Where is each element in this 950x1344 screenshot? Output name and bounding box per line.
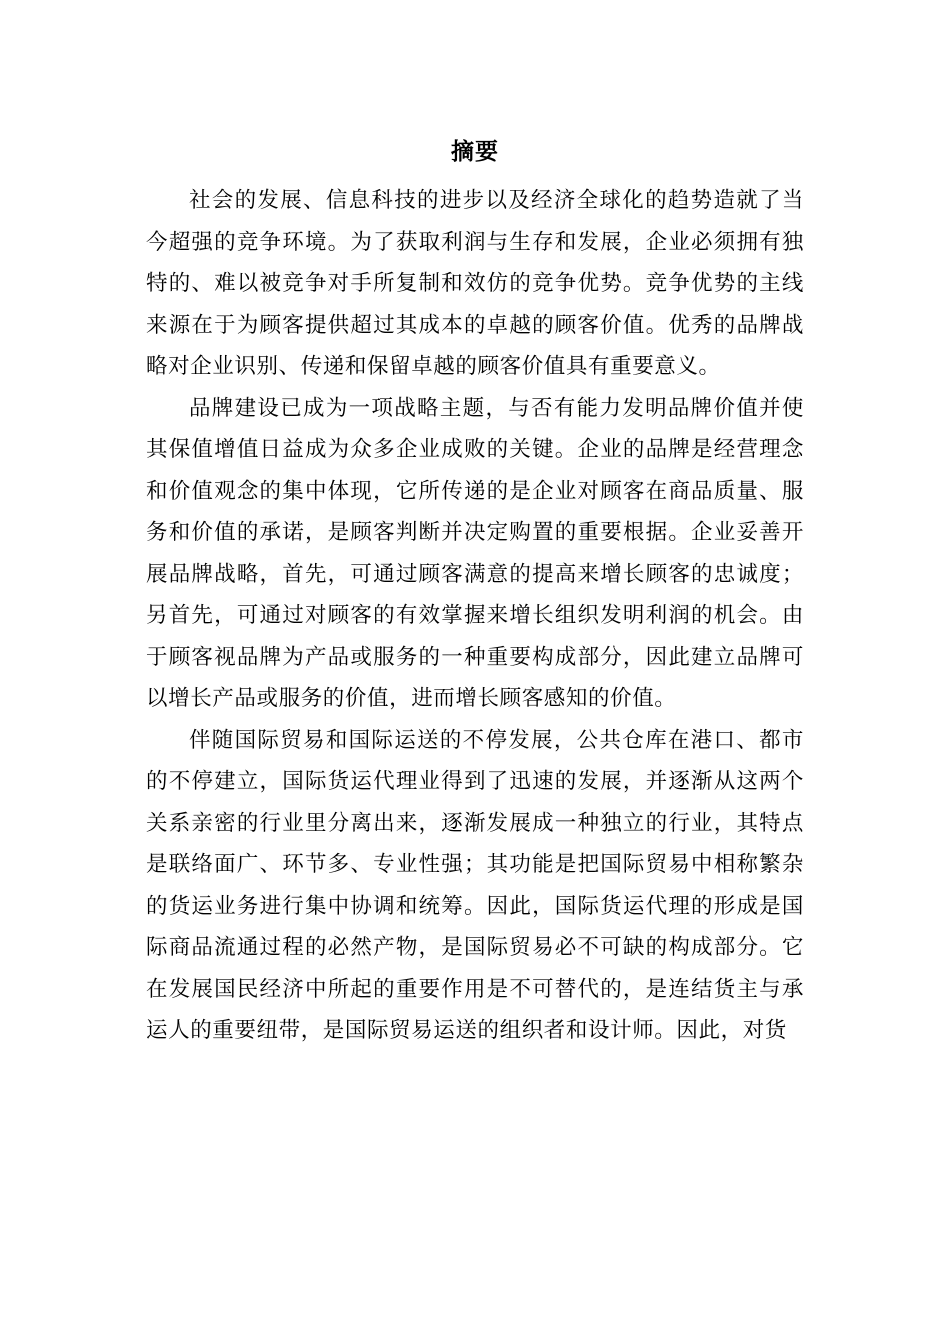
paragraph-3: 伴随国际贸易和国际运送的不停发展，公共仓库在港口、都市的不停建立，国际货运代理业得到了迅速的发展，并逐渐从这两个关系亲密的行业里分离出来，逐渐发展成一种独立的行业，其特点是联络面广、环节多、专业性强；其功能是把国际贸易中相称繁杂的货运业务进行集中协调和统筹。因此，国际货运代理的形成是国际商品流通过程的必然产物，是国际贸易必不可缺的构成部分。它在发展国民经济中所起的重要作用是不可替代的，是连结货主与承运人的重要纽带，是国际贸易运送的组织者和设计师。因此，对货 — [146, 727, 804, 1043]
paragraph-2: 品牌建设已成为一项战略主题，与否有能力发明品牌价值并使其保值增值日益成为众多企业成败的关键。企业的品牌是经营理念和价值观念的集中体现，它所传递的是企业对顾客在商品质量、服务和价值的承诺，是顾客判断并决定购置的重要根据。企业妥善开展品牌战略，首先，可通过顾客满意的提高来增长顾客的忠诚度；另首先，可通过对顾客的有效掌握来增长组织发明利润的机会。由于顾客视品牌为产品或服务的一种重要构成部分，因此建立品牌可以增长产品或服务的价值，进而增长顾客感知的价值。 — [146, 395, 804, 711]
paragraph-1: 社会的发展、信息科技的进步以及经济全球化的趋势造就了当今超强的竞争环境。为了获取利润与生存和发展，企业必须拥有独特的、难以被竞争对手所复制和效仿的竞争优势。竞争优势的主线来源在于为顾客提供超过其成本的卓越的顾客价值。优秀的品牌战略对企业识别、传递和保留卓越的顾客价值具有重要意义。 — [146, 188, 804, 379]
document-body — [146, 180, 804, 1052]
page-title: 摘要 — [451, 138, 499, 165]
